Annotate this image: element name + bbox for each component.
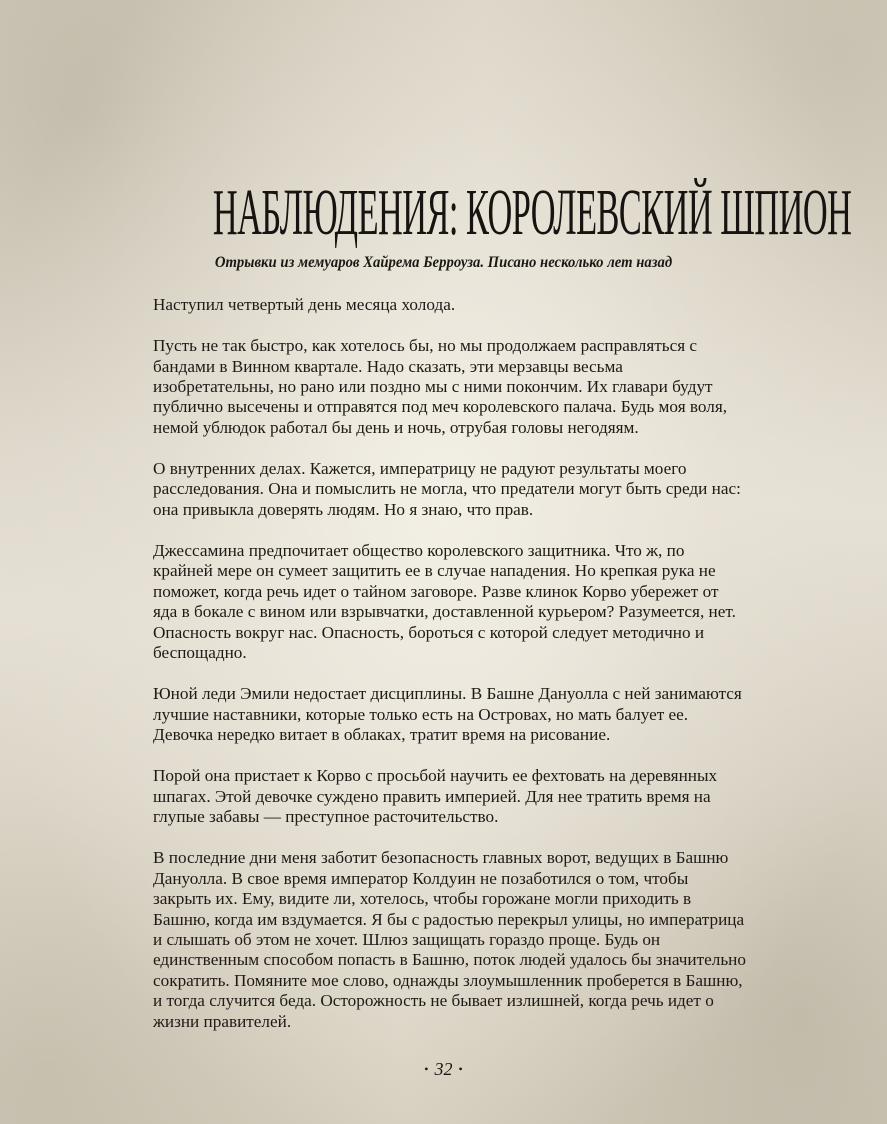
paragraph-3: О внутренних делах. Кажется, императрицу не радуют результаты моего расследования. Она и помыслить не могла, что предатели могут быть среди нас: она привыкла доверять людям. Но я знаю, что прав. (153, 459, 741, 519)
paragraph-2: Пусть не так быстро, как хотелось бы, но мы продолжаем расправляться с бандами в Винном квартале. Надо сказать, эти мерзавцы весьма изобретательны, но рано или поздно мы с ними покончим. Их главари будут публично высечены и отправятся под меч королевского палача. Будь моя воля, немой ублюдок работал бы день и ночь, отрубая головы негодяям. (153, 336, 728, 437)
page-title: НАБЛЮДЕНИЯ: КОРОЛЕВСКИЙ ШПИОН (212, 176, 852, 249)
bullet-left-icon: • (424, 1062, 429, 1076)
bullet-right-icon: • (458, 1062, 463, 1076)
page-number: 32 (434, 1059, 453, 1079)
body-text (153, 295, 747, 1053)
page-subtitle: Отрывки из мемуаров Хайрема Берроуза. Писано несколько лет назад (214, 254, 673, 271)
paragraph-4: Джессамина предпочитает общество королевского защитника. Что ж, по крайней мере он сумеет защитить ее в случае нападения. Но крепкая рука не поможет, когда речь идет о тайном заговоре. Разве клинок Корво убережет от яда в бокале с вином или взрывчатки, доставленной курьером? Разумеется, нет. Опасность вокруг нас. Опасность, бороться с которой следует методично и беспощадно. (153, 541, 736, 663)
paragraph-5: Юной леди Эмили недостает дисциплины. В Башне Дануолла с ней занимаются лучшие наставники, которые только есть на Островах, но мать балует ее. Девочка нередко витает в облаках, тратит время на рисование. (153, 684, 742, 745)
paragraph-7: В последние дни меня заботит безопасность главных ворот, ведущих в Башню Дануолла. В свое время император Колдуин не позаботился о том, чтобы закрыть их. Ему, видите ли, хотелось, чтобы горожане могли приходить в Башню, когда им вздумается. Я бы с радостью перекрыл улицы, но императрица и слышать об этом не хочет. Шлюз защищать гораздо проще. Будь он единственным способом попасть в Башню, поток людей удалось бы значительно сократить. Помяните мое слово, однажды злоумышленник проберется в Башню, и тогда случится беда. Осторожность не бывает излишней, когда речь идет о жизни правителей. (153, 848, 746, 1031)
page-number-footer (0, 1058, 887, 1080)
paragraph-1: Наступил четвертый день месяца холода. (153, 295, 456, 314)
paragraph-6: Порой она пристает к Корво с просьбой научить ее фехтовать на деревянных шпагах. Этой девочке суждено править империей. Для нее тратить время на глупые забавы — преступное расточительство. (153, 766, 718, 827)
